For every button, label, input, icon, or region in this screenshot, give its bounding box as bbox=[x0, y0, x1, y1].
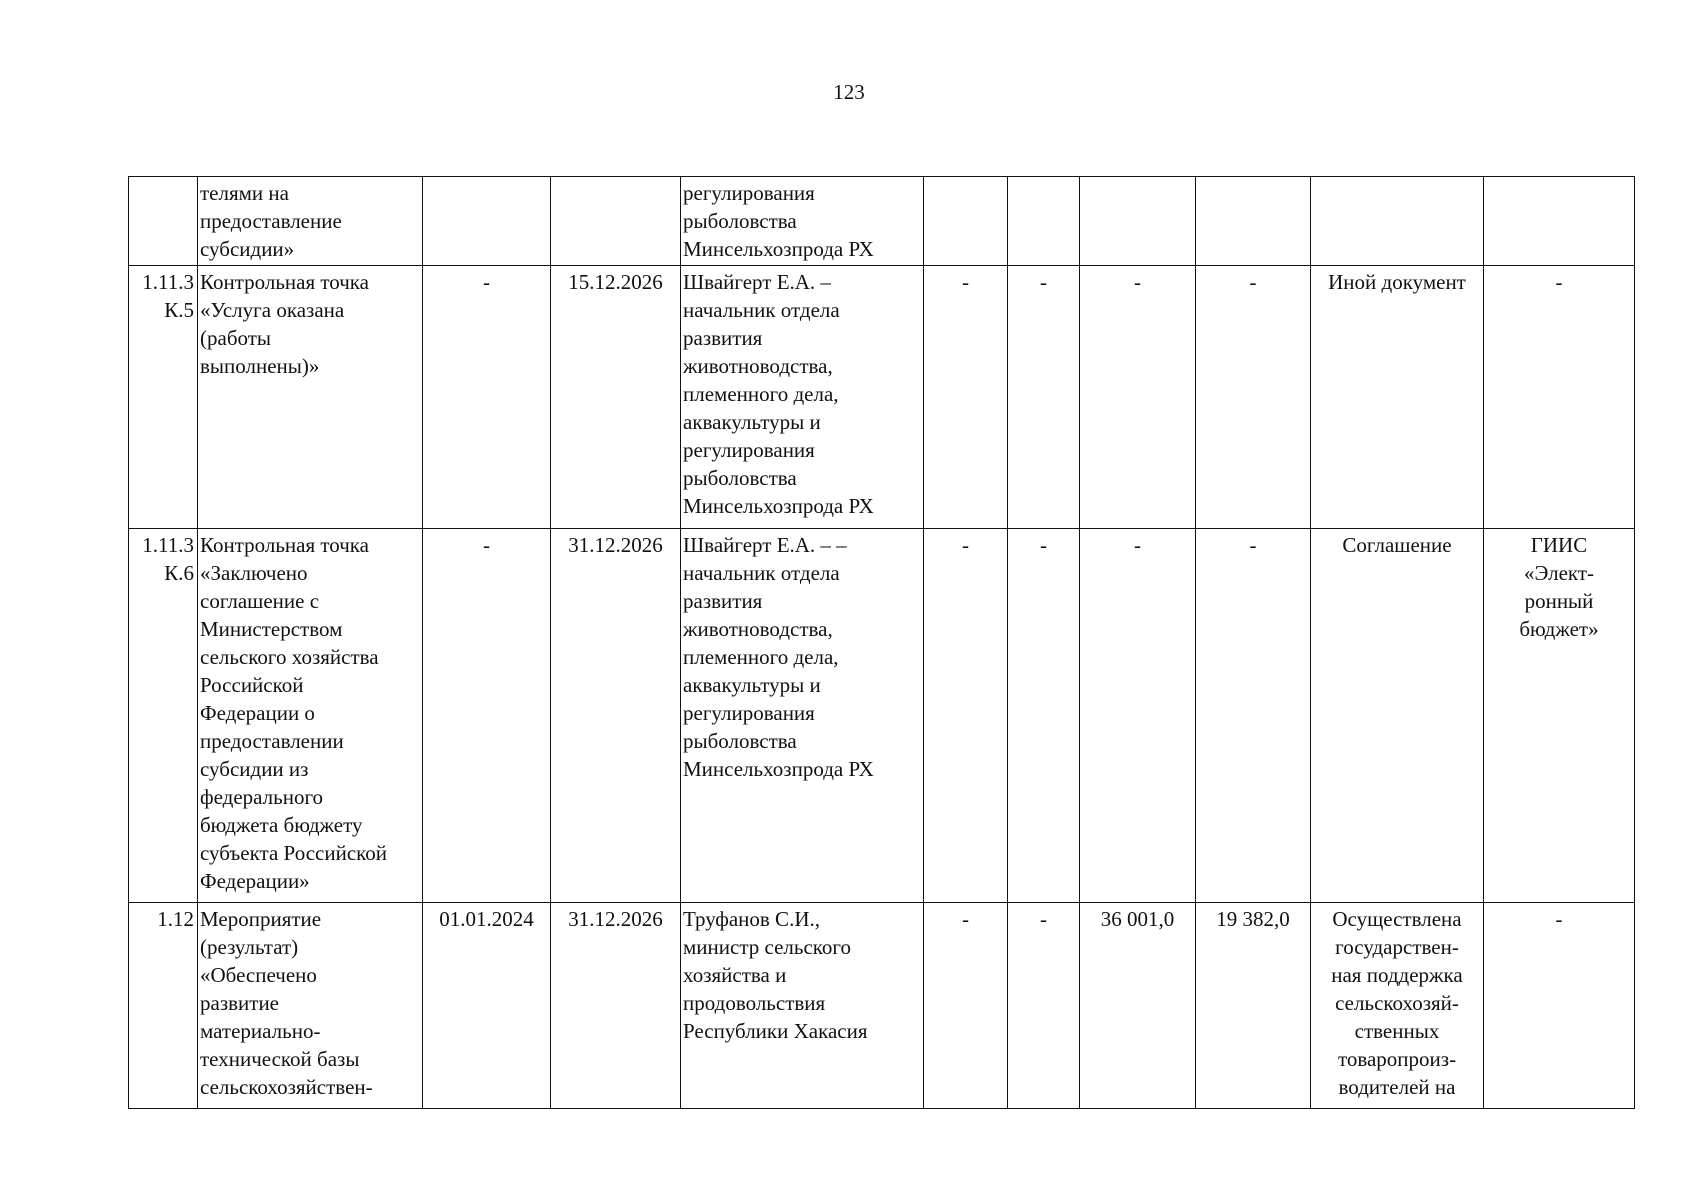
responsible-cell: Швайгерт Е.А. – – начальник отдела развития животноводства, племенного дела, аквакультуры и регулирования рыболовства Минсельхозпрода РХ bbox=[681, 529, 924, 903]
value-cell: - bbox=[924, 529, 1008, 903]
start-date-cell bbox=[423, 177, 551, 266]
row-number-line: 1.11.3 bbox=[142, 533, 194, 557]
row-number-cell bbox=[129, 529, 198, 903]
value-cell: - bbox=[1080, 266, 1196, 529]
end-date-cell: 31.12.2026 bbox=[551, 529, 681, 903]
start-date-cell: - bbox=[423, 266, 551, 529]
system-cell: - bbox=[1484, 266, 1635, 529]
value-cell: - bbox=[1080, 529, 1196, 903]
activity-name-cell: телями на предоставление субсидии» bbox=[198, 177, 423, 266]
table-row bbox=[129, 177, 1635, 266]
value-cell bbox=[1080, 177, 1196, 266]
value-cell: - bbox=[924, 266, 1008, 529]
activity-name-cell: Мероприятие (результат) «Обеспечено развитие материально- технической базы сельскохозяйствен- bbox=[198, 903, 423, 1109]
value-cell bbox=[1196, 177, 1311, 266]
row-number-cell bbox=[129, 266, 198, 529]
responsible-cell: Труфанов С.И., министр сельского хозяйства и продовольствия Республики Хакасия bbox=[681, 903, 924, 1109]
value-cell bbox=[1008, 177, 1080, 266]
activity-name-cell: Контрольная точка «Заключено соглашение с Министерством сельского хозяйства Российской Федерации о предоставлении субсидии из федерального бюджета бюджету субъекта Российской Федерации» bbox=[198, 529, 423, 903]
responsible-cell: регулирования рыболовства Минсельхозпрода РХ bbox=[681, 177, 924, 266]
value-cell bbox=[924, 177, 1008, 266]
value-cell: 36 001,0 bbox=[1080, 903, 1196, 1109]
system-cell: ГИИС «Элект- ронный бюджет» bbox=[1484, 529, 1635, 903]
document-type-cell: Соглашение bbox=[1311, 529, 1484, 903]
document-type-cell bbox=[1311, 177, 1484, 266]
start-date-cell: 01.01.2024 bbox=[423, 903, 551, 1109]
end-date-cell: 31.12.2026 bbox=[551, 903, 681, 1109]
row-number-cell bbox=[129, 177, 198, 266]
value-cell: - bbox=[924, 903, 1008, 1109]
value-cell: - bbox=[1008, 903, 1080, 1109]
activities-table bbox=[128, 176, 1635, 1109]
table-row bbox=[129, 903, 1635, 1109]
row-number-line: 1.12 bbox=[157, 907, 194, 931]
responsible-cell: Швайгерт Е.А. – начальник отдела развития животноводства, племенного дела, аквакультуры и регулирования рыболовства Минсельхозпрода РХ bbox=[681, 266, 924, 529]
table-row bbox=[129, 529, 1635, 903]
document-type-cell: Осуществлена государствен- ная поддержка сельскохозяй- ственных товаропроиз- водителей на bbox=[1311, 903, 1484, 1109]
table-row bbox=[129, 266, 1635, 529]
row-number-cell bbox=[129, 903, 198, 1109]
activity-name-cell: Контрольная точка «Услуга оказана (работы выполнены)» bbox=[198, 266, 423, 529]
start-date-cell: - bbox=[423, 529, 551, 903]
row-number-line: 1.11.3 bbox=[142, 270, 194, 294]
value-cell: - bbox=[1196, 266, 1311, 529]
page-number: 123 bbox=[833, 80, 865, 104]
value-cell: - bbox=[1196, 529, 1311, 903]
system-cell bbox=[1484, 177, 1635, 266]
row-number-line: К.6 bbox=[164, 561, 194, 585]
end-date-cell bbox=[551, 177, 681, 266]
document-type-cell: Иной документ bbox=[1311, 266, 1484, 529]
end-date-cell: 15.12.2026 bbox=[551, 266, 681, 529]
value-cell: 19 382,0 bbox=[1196, 903, 1311, 1109]
system-cell: - bbox=[1484, 903, 1635, 1109]
row-number-line: К.5 bbox=[164, 298, 194, 322]
value-cell: - bbox=[1008, 529, 1080, 903]
value-cell: - bbox=[1008, 266, 1080, 529]
